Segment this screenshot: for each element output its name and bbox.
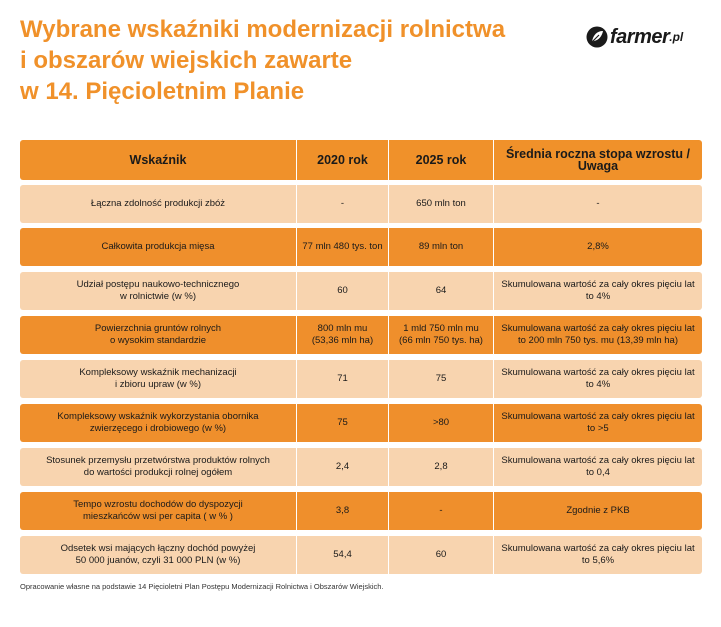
source-footnote: Opracowanie własne na podstawie 14 Pięcioletni Plan Postępu Modernizacji Rolnictwa i Obszarów Wiejskich. [20, 582, 384, 591]
cell-indicator: Powierzchnia gruntów rolnych o wysokim standardzie [20, 316, 297, 354]
table-row [20, 228, 702, 266]
page-title [20, 14, 560, 107]
cell-2020: 800 mln mu (53,36 mln ha) [297, 316, 389, 354]
title-line-3: w 14. Pięcioletnim Planie [20, 78, 305, 105]
cell-2025: 75 [389, 360, 494, 398]
cell-note: Skumulowana wartość za cały okres pięciu lat to 0,4 [501, 455, 695, 478]
cell-indicator: Kompleksowy wskaźnik mechanizacji i zbioru upraw (w %) [20, 360, 297, 398]
cell-2020: 71 [297, 360, 389, 398]
cell-note: Skumulowana wartość za cały okres pięciu lat to 4% [501, 279, 695, 302]
cell-indicator: Całkowita produkcja mięsa [20, 228, 297, 266]
cell-2020: - [297, 185, 389, 223]
table-row [20, 536, 702, 574]
cell-indicator: Tempo wzrostu dochodów do dyspozycji mieszkańców wsi per capita ( w % ) [20, 492, 297, 530]
cell-2020: 54,4 [297, 536, 389, 574]
table-row [20, 448, 702, 486]
table-row [20, 316, 702, 354]
cell-indicator: Kompleksowy wskaźnik wykorzystania obornika zwierzęcego i drobiowego (w %) [20, 404, 297, 442]
farmer-leaf-icon [586, 26, 608, 48]
table-row [20, 272, 702, 310]
cell-note: - [596, 198, 600, 209]
cell-indicator: Stosunek przemysłu przetwórstwa produktów rolnych do wartości produkcji rolnej ogółem [20, 448, 297, 486]
cell-indicator: Udział postępu naukowo-technicznego w rolnictwie (w %) [20, 272, 297, 310]
cell-note: Zgodnie z PKB [566, 505, 630, 516]
header-growth-note: Średnia roczna stopa wzrostu / Uwaga [505, 147, 691, 173]
header-indicator: Wskaźnik [20, 140, 297, 180]
cell-note: Skumulowana wartość za cały okres pięciu lat to 5,6% [501, 543, 695, 566]
cell-note: 2,8% [587, 241, 609, 252]
farmer-logo[interactable] [586, 22, 683, 52]
table-row [20, 492, 702, 530]
cell-note: Skumulowana wartość za cały okres pięciu lat to >5 [501, 411, 695, 434]
cell-2020: 77 mln 480 tys. ton [297, 228, 389, 266]
table-row [20, 404, 702, 442]
cell-2025: 650 mln ton [389, 185, 494, 223]
cell-2025: 60 [389, 536, 494, 574]
cell-2025: 1 mld 750 mln mu (66 mln 750 tys. ha) [389, 316, 494, 354]
cell-2025: 2,8 [389, 448, 494, 486]
cell-indicator: Łączna zdolność produkcji zbóż [20, 185, 297, 223]
cell-indicator: Odsetek wsi mających łączny dochód powyżej 50 000 juanów, czyli 31 000 PLN (w %) [20, 536, 297, 574]
cell-2020: 75 [297, 404, 389, 442]
logo-tld: .pl [669, 30, 684, 44]
cell-2025: >80 [389, 404, 494, 442]
table-row [20, 360, 702, 398]
cell-2025: 89 mln ton [389, 228, 494, 266]
title-line-1: Wybrane wskaźniki modernizacji rolnictwa [20, 16, 506, 43]
table-row [20, 185, 702, 223]
cell-2025: - [389, 492, 494, 530]
header-2020: 2020 rok [297, 140, 389, 180]
header-2025: 2025 rok [389, 140, 494, 180]
table-header [20, 140, 702, 180]
cell-2025: 64 [389, 272, 494, 310]
cell-note: Skumulowana wartość za cały okres pięciu lat to 200 mln 750 tys. mu (13,39 mln ha) [501, 323, 695, 346]
logo-text: farmer [610, 25, 670, 48]
cell-note: Skumulowana wartość za cały okres pięciu lat to 4% [501, 367, 695, 390]
title-line-2: i obszarów wiejskich zawarte [20, 47, 353, 74]
cell-2020: 3,8 [297, 492, 389, 530]
cell-2020: 60 [297, 272, 389, 310]
cell-2020: 2,4 [297, 448, 389, 486]
